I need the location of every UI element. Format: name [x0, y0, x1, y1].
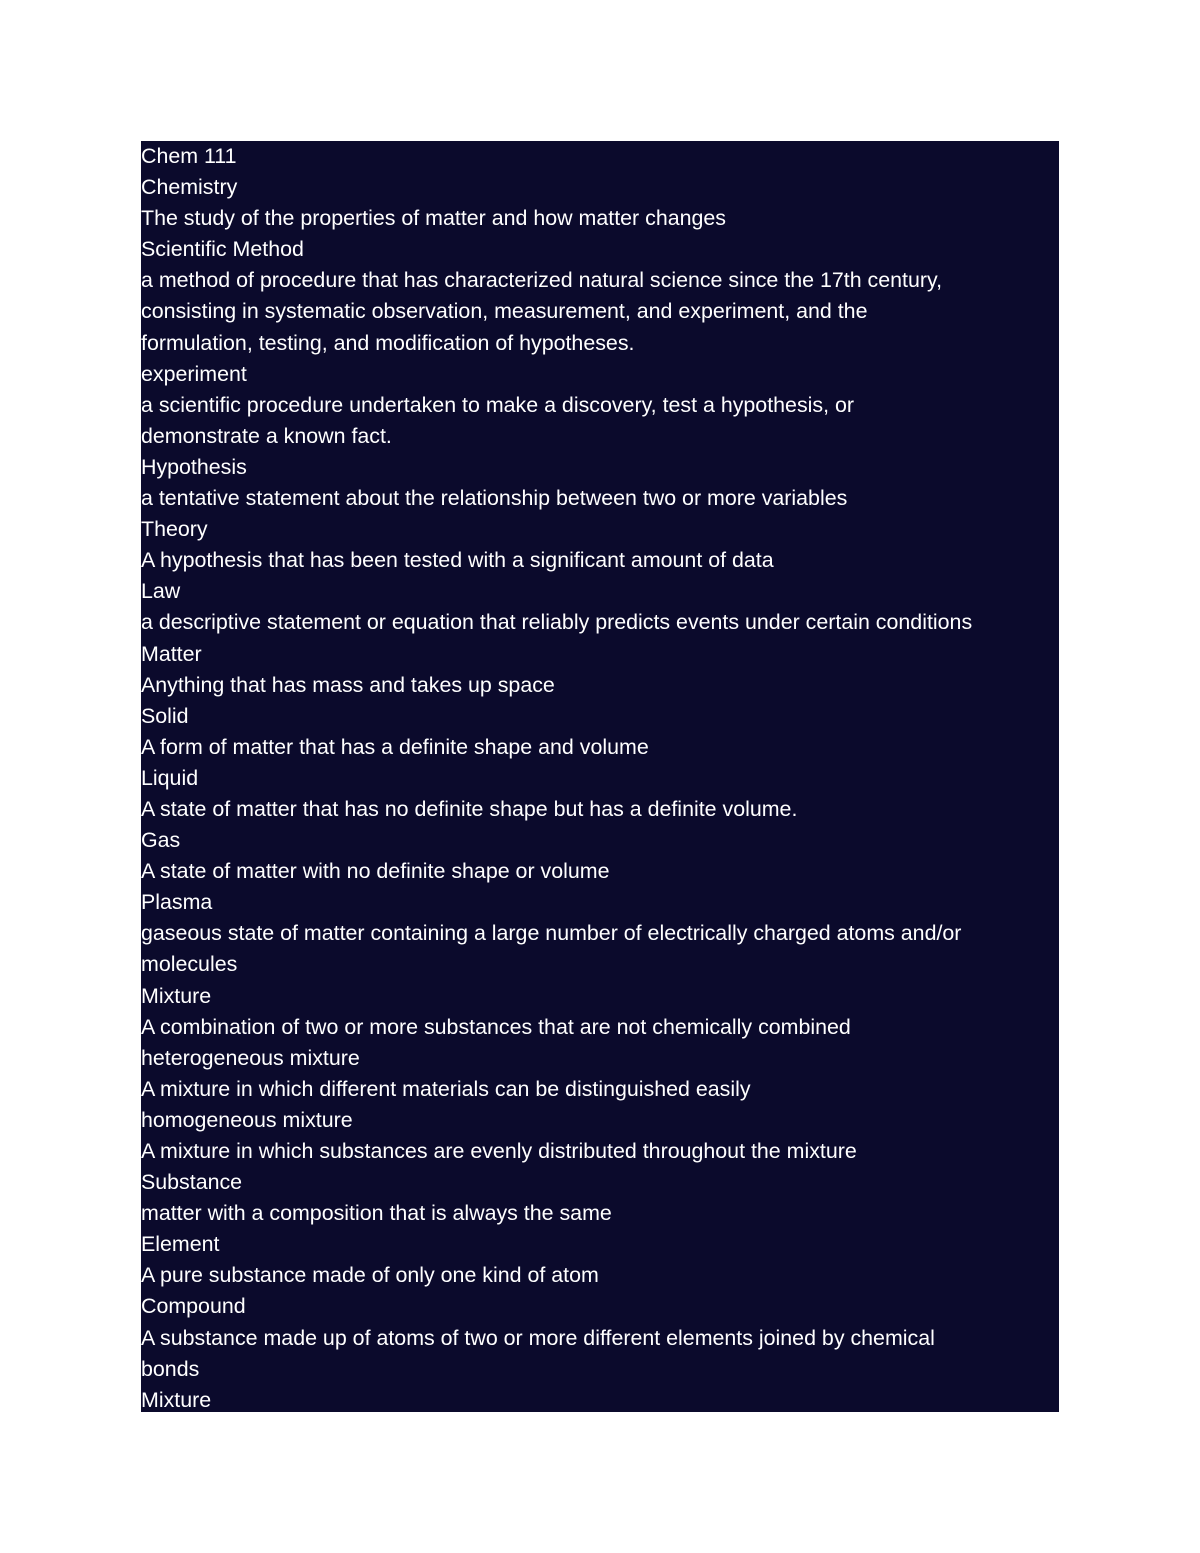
text-line: a tentative statement about the relationship between two or more variables — [141, 486, 848, 511]
text-line: Liquid — [141, 765, 199, 790]
text-line: Plasma — [141, 890, 213, 915]
text-line: a descriptive statement or equation that reliably predicts events under certain conditions — [141, 610, 973, 635]
text-line: Mixture — [141, 983, 212, 1008]
text-line: A form of matter that has a definite shape and volume — [141, 734, 649, 759]
text-line: A state of matter that has no definite shape but has a definite volume. — [141, 796, 798, 821]
text-line: The study of the properties of matter and how matter changes — [141, 206, 726, 231]
text-line: heterogeneous mixture — [141, 1045, 360, 1070]
text-line: a scientific procedure undertaken to make a discovery, test a hypothesis, or — [141, 392, 854, 417]
text-line: Compound — [141, 1294, 246, 1319]
text-line: Matter — [141, 641, 202, 666]
text-line: A hypothesis that has been tested with a significant amount of data — [141, 548, 774, 573]
text-line: a method of procedure that has characterized natural science since the 17th century, — [141, 268, 943, 293]
text-line: A substance made up of atoms of two or more different elements joined by chemical — [141, 1325, 935, 1350]
text-line: A pure substance made of only one kind of atom — [141, 1263, 599, 1288]
text-line: Gas — [141, 828, 181, 853]
text-line: bonds — [141, 1356, 200, 1381]
text-line: gaseous state of matter containing a large number of electrically charged atoms and/or — [141, 921, 962, 946]
text-line: Mixture — [141, 1387, 212, 1412]
text-line: Solid — [141, 703, 189, 728]
text-line: Law — [141, 579, 181, 604]
text-line: A combination of two or more substances that are not chemically combined — [141, 1014, 851, 1039]
text-line: Element — [141, 1232, 220, 1257]
text-line: formulation, testing, and modification of hypotheses. — [141, 330, 635, 355]
text-line: A state of matter with no definite shape or volume — [141, 859, 610, 884]
text-line: demonstrate a known fact. — [141, 423, 392, 448]
text-line: Scientific Method — [141, 237, 304, 262]
text-line: A mixture in which different materials can be distinguished easily — [141, 1076, 751, 1101]
text-line: molecules — [141, 952, 238, 977]
text-line: homogeneous mixture — [141, 1107, 353, 1132]
text-line: Chemistry — [141, 175, 238, 200]
text-line: Hypothesis — [141, 454, 247, 479]
text-line: Theory — [141, 517, 208, 542]
text-line: A mixture in which substances are evenly distributed throughout the mixture — [141, 1139, 857, 1163]
text-line: Substance — [141, 1170, 243, 1195]
highlighted-text-block — [141, 141, 1059, 1412]
text-line: consisting in systematic observation, measurement, and experiment, and the — [141, 299, 868, 324]
text-line: experiment — [141, 361, 247, 386]
text-line: Chem 111 — [141, 144, 237, 168]
text-line: matter with a composition that is always the same — [141, 1201, 612, 1226]
text-line: Anything that has mass and takes up space — [141, 672, 555, 697]
